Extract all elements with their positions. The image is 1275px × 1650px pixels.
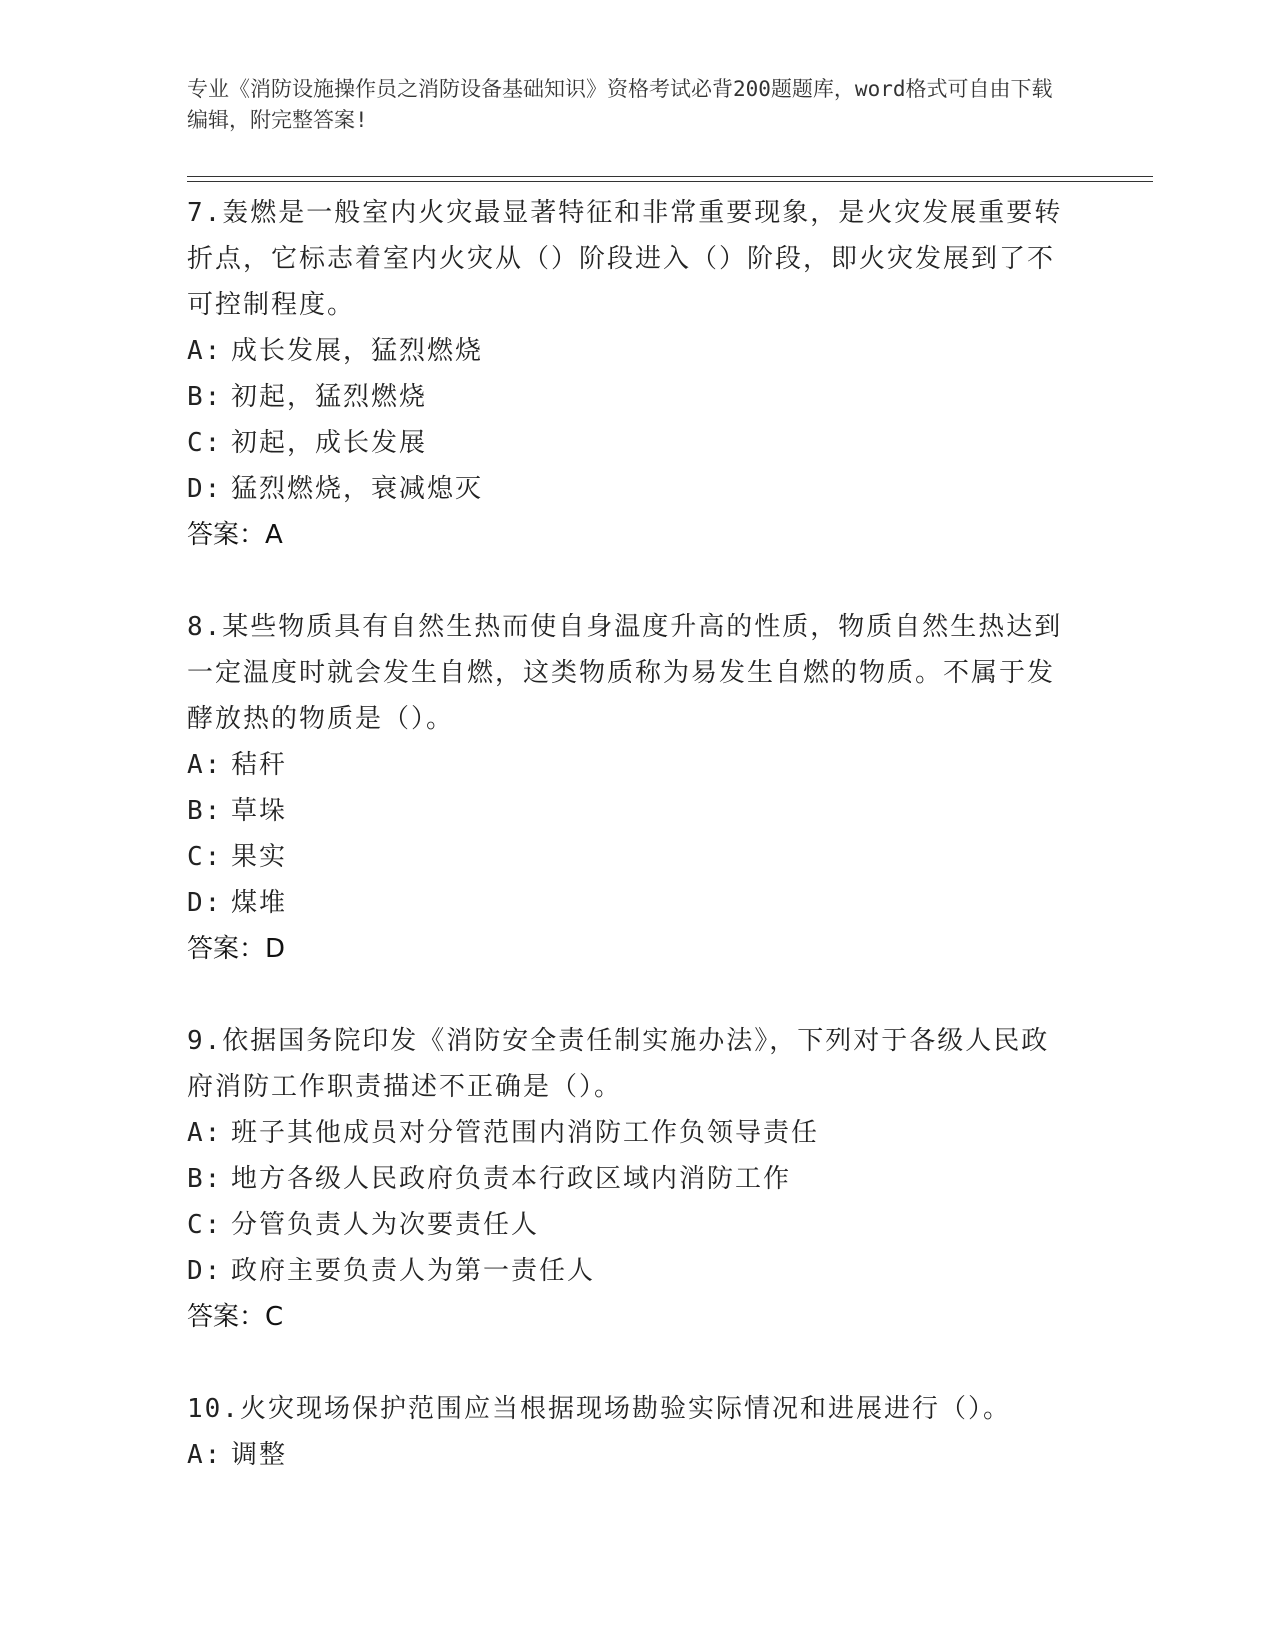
header-divider-bottom — [187, 181, 1153, 182]
option-b — [187, 374, 1067, 420]
question-7 — [187, 190, 1067, 558]
question-9 — [187, 1018, 1067, 1340]
option-letter: B: — [187, 382, 223, 412]
option-a — [187, 1432, 1067, 1478]
option-letter: C: — [187, 1210, 223, 1240]
option-text: 初起，成长发展 — [231, 428, 428, 458]
answer-label: 答案： — [187, 520, 266, 550]
option-letter: C: — [187, 842, 223, 872]
answer-line — [187, 512, 1067, 558]
option-text: 分管负责人为次要责任人 — [231, 1210, 540, 1240]
question-10 — [187, 1386, 1067, 1478]
option-c — [187, 1202, 1067, 1248]
answer-value: D — [265, 934, 286, 964]
option-text: 初起，猛烈燃烧 — [231, 382, 428, 412]
option-letter: C: — [187, 428, 223, 458]
answer-label: 答案： — [187, 934, 266, 964]
option-text: 果实 — [231, 842, 288, 872]
option-letter: B: — [187, 796, 223, 826]
question-stem: 10.火灾现场保护范围应当根据现场勘验实际情况和进展进行（）。 — [187, 1394, 1011, 1424]
question-stem: 7.轰燃是一般室内火灾最显著特征和非常重要现象，是火灾发展重要转折点，它标志着室内火灾从（）阶段进入（）阶段，即火灾发展到了不可控制程度。 — [187, 198, 1063, 320]
answer-line — [187, 1294, 1067, 1340]
header-divider-top — [187, 176, 1153, 177]
answer-line — [187, 926, 1067, 972]
option-text: 地方各级人民政府负责本行政区域内消防工作 — [231, 1164, 792, 1194]
option-b — [187, 788, 1067, 834]
option-text: 成长发展，猛烈燃烧 — [231, 336, 484, 366]
option-d — [187, 880, 1067, 926]
answer-label: 答案： — [187, 1302, 266, 1332]
question-stem: 9.依据国务院印发《消防安全责任制实施办法》，下列对于各级人民政府消防工作职责描述不正确是（）。 — [187, 1026, 1050, 1102]
option-a — [187, 328, 1067, 374]
option-d — [187, 1248, 1067, 1294]
option-letter: B: — [187, 1164, 223, 1194]
option-c — [187, 420, 1067, 466]
question-stem: 8.某些物质具有自然生热而使自身温度升高的性质，物质自然生热达到一定温度时就会发生自燃，这类物质称为易发生自燃的物质。不属于发酵放热的物质是（）。 — [187, 612, 1063, 734]
option-a — [187, 742, 1067, 788]
option-d — [187, 466, 1067, 512]
option-c — [187, 834, 1067, 880]
option-text: 调整 — [231, 1440, 288, 1470]
option-text: 政府主要负责人为第一责任人 — [231, 1256, 596, 1286]
option-letter: D: — [187, 1256, 223, 1286]
option-text: 草垛 — [231, 796, 288, 826]
option-text: 煤堆 — [231, 888, 288, 918]
option-a — [187, 1110, 1067, 1156]
question-list — [187, 190, 1067, 1524]
question-8 — [187, 604, 1067, 972]
answer-value: C — [265, 1302, 284, 1332]
answer-value: A — [265, 520, 283, 550]
option-text: 秸秆 — [231, 750, 288, 780]
option-text: 猛烈燃烧，衰减熄灭 — [231, 474, 484, 504]
option-letter: D: — [187, 888, 223, 918]
option-b — [187, 1156, 1067, 1202]
option-letter: A: — [187, 750, 223, 780]
option-text: 班子其他成员对分管范围内消防工作负领导责任 — [231, 1118, 820, 1148]
option-letter: A: — [187, 336, 223, 366]
option-letter: A: — [187, 1118, 223, 1148]
document-header: 专业《消防设施操作员之消防设备基础知识》资格考试必背200题题库，word格式可自由下载编辑，附完整答案! — [187, 77, 1053, 132]
option-letter: A: — [187, 1440, 223, 1470]
option-letter: D: — [187, 474, 223, 504]
